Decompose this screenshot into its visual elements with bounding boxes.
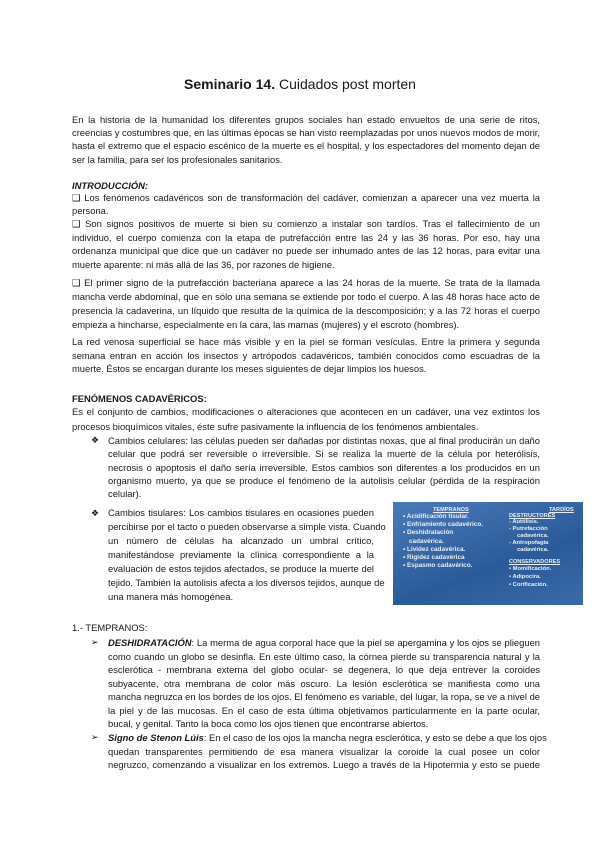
text-line: bucal, y genital. Tanto la boca como los ojos tienen que encontrarse abiertos. xyxy=(108,718,429,729)
figure-item: • Momificación. xyxy=(509,566,552,572)
item-text: Corificación. xyxy=(512,582,548,588)
text-line: La red venosa superficial se hace más visible y en la piel se forman vesículas. Entre la primera y segunda xyxy=(72,336,540,347)
intro-item-2 xyxy=(72,217,540,271)
item-text: Putrefacción xyxy=(512,526,548,532)
title-number: Seminario 14. xyxy=(184,76,276,92)
intro-paragraph xyxy=(72,113,540,166)
text-line: subyacente, otra membrana de color más oscuro. La lesión esclerótica se manifiesta como una xyxy=(108,677,540,689)
line-text: Son signos positivos de muerte si bien su comienzo a instalar son tardíos. Tras el fallecimiento de un xyxy=(85,218,540,229)
deshidratacion-item xyxy=(91,636,540,731)
text-line: persona. xyxy=(72,205,109,217)
text-line: manifestándose previamente la clínica correspondiente a la xyxy=(108,549,374,560)
fenomenos-paragraph xyxy=(72,405,540,434)
figure-item: cadavérica. xyxy=(517,533,549,539)
item-text: Antropofagia xyxy=(512,540,549,546)
item-text: Lividez cadavérica. xyxy=(407,545,466,553)
figure-item: • Enfriamiento cadavérico. xyxy=(403,521,484,529)
arrow-bullet-icon: ➢ xyxy=(91,732,99,742)
text-line xyxy=(72,191,540,204)
cambios-tisulares xyxy=(91,506,386,604)
text-line: una manera más homogénea. xyxy=(108,591,234,602)
item-text: Enfriamiento cadavérico. xyxy=(407,521,484,529)
figure-item: • Adipocira. xyxy=(509,574,541,580)
text-line: negruzco, comenzando a visualizar en los extremos. Luego a través de la Hipotermia y esto se puede xyxy=(108,759,540,770)
item-text: Acidificación tisular. xyxy=(406,513,469,520)
text-line: celular). xyxy=(108,488,142,500)
text-line: quedan transparentes permitiendo de esa manera visualizar la coroide la cual posee un color xyxy=(108,745,540,757)
term-label: Signo de Stenon Lúis xyxy=(108,732,204,743)
text-line: hasta el extremo que el espacio escénico de la muerte es el hospital, y los espectadores del momento dejan de xyxy=(72,140,540,152)
diamond-bullet-icon: ❖ xyxy=(91,508,100,518)
text-line: organismo muerto, ya que se produce el fenómeno de la autolisis celular (pérdida de la respiración xyxy=(108,474,540,486)
text-line: individuo, el cuerpo comienza con la etapa de putrefacción entre las 24 y las 36 horas. Por eso, hay una xyxy=(72,231,540,243)
tempranos-heading: 1.- TEMPRANOS: xyxy=(72,622,148,633)
line-text: Los fenómenos cadavéricos son de transformación del cadáver, comienzan a aparecer una vez muerta la xyxy=(84,192,540,203)
text-line: ordenanza municipal que dice que un cadáver no puede ser inhumado antes de las 12 horas, para evitar una xyxy=(72,245,540,257)
figure-item: • Corificación. xyxy=(509,582,548,588)
figure-item: • Espasmo cadavérico. xyxy=(403,562,473,570)
figure-item: - Putrefacción xyxy=(509,526,548,532)
text-line: presencia la cadaverina, un líquido que resulta de la química de la descomposición; y a las 72 horas el cuerpo xyxy=(72,305,540,316)
item-text: Autólisis. xyxy=(512,519,539,525)
figure-heading: TEMPRANOS xyxy=(433,507,469,513)
intro-item-3 xyxy=(72,276,540,332)
page-title xyxy=(0,76,600,92)
cambios-celulares xyxy=(91,434,540,500)
line-text: : La merma de agua corporal hace que la piel se apergamina y los ojos se plieguen xyxy=(191,637,540,648)
line-text: : En el caso de los ojos la mancha negra esclerótica, y esto se debe a que los ojos xyxy=(203,732,547,743)
text-line: celular que podrá ser reversible o irreversible. Si se realiza la muerte de la célula por heterólisis, xyxy=(108,448,540,460)
text-line: tejido. También la autolisis afecta a los diversos tejidos, aunque de xyxy=(108,577,385,588)
stenon-item xyxy=(91,731,547,772)
text-line: ser la familia, para ser los profesionales sanitarios. xyxy=(72,153,283,165)
text-line: creencias y costumbres que, en las últimas épocas se han visto reemplazadas por unos nuevos modos de morir, xyxy=(72,127,540,139)
text-line: Es el conjunto de cambios, modificaciones o alteraciones que acontecen en un cadáver, una vez extintos los xyxy=(72,406,540,417)
arrow-bullet-icon: ➢ xyxy=(91,637,99,647)
text-line: mancha verde abdominal, que en sólo una semana se extiende por todo el cuerpo. A las 48 horas hace acto de xyxy=(72,291,540,302)
title-text: Cuidados post morten xyxy=(275,76,416,92)
figure-item: - Autólisis. xyxy=(509,519,539,525)
checkbox-bullet-icon: ❑ xyxy=(72,192,81,203)
line-text: El primer signo de la putrefacción bacteriana aparece a las 24 horas de la muerte. Se trata de la llamada xyxy=(84,277,541,288)
figure-subheading: DESTRUCTORES xyxy=(509,513,556,519)
figure-item: • Lividez cadavérica. xyxy=(403,545,466,553)
fenomenos-heading: FENÓMENOS CADAVÉRICOS: xyxy=(72,393,207,404)
item-text: Momificación. xyxy=(512,566,552,572)
diamond-bullet-icon: ❖ xyxy=(91,435,100,445)
text-line: muerte. Éstos se encargan durante los meses siguientes de dejar limpios los huesos. xyxy=(72,363,427,375)
figure-item: cadavérica. xyxy=(517,547,549,553)
checkbox-bullet-icon: ❑ xyxy=(72,218,81,229)
text-line: un número de células ha alcanzado un umbral crítico, xyxy=(108,535,374,546)
text-line xyxy=(108,731,547,745)
text-line: Cambios celulares: las células pueden ser dañadas por distintas noxas, que al final producirán un daño xyxy=(108,435,540,446)
fenomenos-figure xyxy=(393,502,583,605)
text-line: procesos bioquímicos vitales, éste sufre pasivamente la influencia de los fenómenos ambientales. xyxy=(72,420,479,432)
tempranos-column xyxy=(403,507,483,570)
text-line: mancha negruzca en los bordes de los ojos. El fenómeno es variable, del lugar, la ropa, se ve a nivel de xyxy=(108,691,540,702)
introduccion-heading: INTRODUCCIÓN: xyxy=(72,180,149,191)
text-line: semana entran en acción los insectos y artrópodos cadavéricos, también conocidos como escuadras de la xyxy=(72,349,540,361)
text-line: percibirse por el tacto o pueden observarse a simple vista. Cuando xyxy=(108,521,386,532)
item-text: Deshidratación xyxy=(407,529,454,537)
red-venosa-paragraph xyxy=(72,335,540,376)
text-line: evaluación de estos tejidos afectados, se produce la muerte del xyxy=(108,563,374,574)
figure-item: - Antropofagia xyxy=(509,540,549,546)
figure-item: • Rigidez cadavérica xyxy=(403,554,465,562)
figure-item: cadavérica. xyxy=(409,537,444,545)
tardios-column xyxy=(509,507,574,589)
text-line: muerte aparente: ni más allá de las 36, por razones de higiene. xyxy=(72,258,335,270)
intro-item-1 xyxy=(72,191,540,218)
figure-item: • Acidificación tisular. xyxy=(403,513,469,520)
figure-subheading: CONSERVADORES xyxy=(509,559,561,565)
term-label: DESHIDRATACIÓN xyxy=(108,637,192,648)
text-line: empieza a hincharse, especialmente en la cara, las mamas (mujeres) y el escroto (hombres). xyxy=(72,319,460,330)
text-line: la piel y de las mucosas. En el caso de esta última objetivamos particularmente en la parte ocular, xyxy=(108,704,540,716)
item-text: Rigidez cadavérica xyxy=(407,554,465,562)
checkbox-bullet-icon: ❑ xyxy=(72,277,81,288)
text-line xyxy=(72,217,540,231)
text-line xyxy=(108,636,540,650)
figure-heading: TARDÍOS xyxy=(549,507,574,513)
text-line: En la historia de la humanidad los diferentes grupos sociales han estado envueltos de una serie de ritos, xyxy=(72,114,540,125)
text-line xyxy=(72,276,540,290)
figure-item: • Deshidratación xyxy=(403,529,454,537)
text-line: como cuando un globo se desinfla. En este último caso, la córnea pierde su transparencia natural y la xyxy=(108,650,540,662)
text-line: Cambios tisulares: Los cambios tisulares en ocasiones pueden xyxy=(108,507,374,518)
text-line: esclerótica - membrana externa del globo ocular- se degenera, lo que deja entrever la coroides xyxy=(108,664,540,675)
text-line: necrosis o apoptosis el daño sería irreversible. Estos cambios son diferentes a los producidos en un xyxy=(108,461,540,473)
item-text: Adipocira. xyxy=(512,574,541,580)
item-text: Espasmo cadavérico. xyxy=(407,562,473,570)
